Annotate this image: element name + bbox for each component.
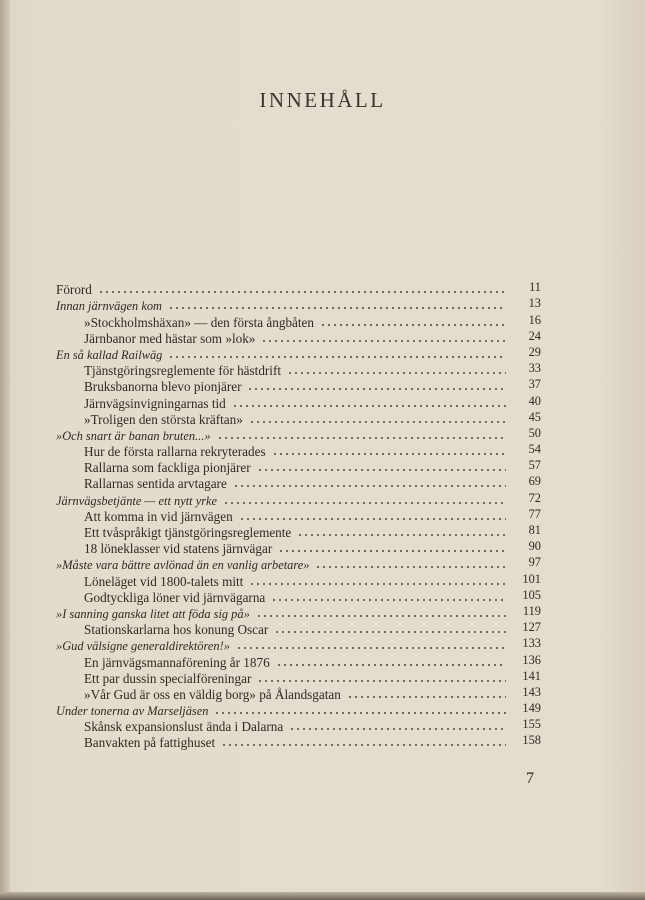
toc-entry-page-number: 149 [522,701,541,716]
toc-entry-title: Löneläget vid 1800-talets mitt [84,573,244,589]
toc-entry-title: En järnvägsmannaförening år 1876 [84,654,270,670]
toc-entry-page-number: 119 [522,603,541,618]
toc-entry-title: »Måste vara bättre avlönad än en vanlig arbetare» [56,558,310,573]
toc-entry-title: »Troligen den största kräftan» [84,411,243,427]
toc-entry-page-number: 40 [528,393,541,408]
dot-leader [347,695,506,699]
dot-leader [278,549,506,553]
toc-entry-title: Järnvägsinvigningarnas tid [84,395,226,411]
toc-section-entry [56,314,541,330]
toc-entry-title: »I sanning ganska litet att föda sig på» [56,606,250,621]
dot-leader [249,420,506,424]
toc-entry-title: Under tonerna av Marseljäsen [56,704,209,719]
dot-leader [217,436,506,440]
dot-leader [289,727,506,731]
toc-entry-page-number: 57 [528,458,541,473]
toc-chapter-entry [56,298,541,314]
dot-leader [257,679,506,683]
toc-entry-title: Innan järnvägen kom [56,299,162,314]
toc-chapter-entry [56,557,541,573]
toc-entry-title: En så kallad Railwäg [56,347,163,362]
dot-leader [232,404,506,408]
dot-leader [276,663,506,667]
dot-leader [315,565,506,569]
dot-leader [274,630,506,634]
toc-section-entry [56,654,541,670]
toc-entry-page-number: 90 [528,539,541,554]
toc-entry-title: »Och snart är banan bruten...» [56,428,211,443]
toc-entry-page-number: 77 [528,506,541,521]
dot-leader [272,452,506,456]
toc-section-entry [56,476,541,492]
toc-entry-title: »Stockholmshäxan» — den första ångbåten [84,314,314,330]
toc-entry-page-number: 16 [528,312,541,327]
dot-leader [236,646,506,650]
toc-section-entry [56,363,541,379]
toc-entry-title: »Vår Gud är oss en väldig borg» på Ålandsgatan [84,686,341,702]
dot-leader [287,371,506,375]
dot-leader [214,711,506,715]
toc-section-entry [56,668,541,687]
toc-entry-title: Stationskarlarna hos konung Oscar [84,622,269,638]
toc-chapter-entry [56,703,541,719]
toc-entry-page-number: 133 [522,636,541,651]
toc-section-entry [56,735,541,751]
table-of-contents [56,282,541,751]
page-bottom-edge [0,892,645,900]
toc-chapter-entry [56,344,541,363]
dot-leader [247,387,506,391]
toc-entry-title: Att komma in vid järnvägen [84,508,233,524]
toc-entry-title: Rallarna som fackliga pionjärer [84,460,251,476]
dot-leader [261,339,506,343]
book-gutter [0,0,10,900]
toc-entry-page-number: 127 [522,620,541,635]
toc-section-entry [56,525,541,541]
toc-entry-page-number: 24 [528,328,541,343]
dot-leader [320,323,506,327]
toc-entry-page-number: 105 [522,587,541,602]
toc-entry-page-number: 101 [522,571,541,586]
toc-section-entry [56,444,541,460]
toc-chapter-entry [56,425,541,444]
toc-entry-page-number: 143 [522,684,541,699]
dot-leader [233,484,506,488]
toc-entry-title: 18 löneklasser vid statens järnvägar [84,541,273,557]
toc-section-entry [56,506,541,525]
toc-entry-title: Bruksbanorna blevo pionjärer [84,379,242,395]
toc-entry-title: Järnbanor med hästar som »lok» [84,330,256,346]
toc-section-entry [56,719,541,735]
toc-section-entry [56,395,541,411]
toc-entry-page-number: 37 [528,377,541,392]
toc-entry-page-number: 136 [522,652,541,667]
toc-entry-page-number: 155 [522,717,541,732]
dot-leader [256,614,506,618]
toc-entry-page-number: 141 [522,668,541,683]
toc-chapter-entry [56,492,541,508]
dot-leader [168,355,506,359]
dot-leader [257,468,506,472]
toc-section-entry [56,460,541,476]
toc-entry-page-number: 72 [528,490,541,505]
dot-leader [223,501,506,505]
toc-entry-title: Ett par dussin specialföreningar [84,670,252,686]
toc-section-entry [56,622,541,638]
toc-chapter-entry [56,282,541,298]
dot-leader [297,533,506,537]
toc-entry-page-number: 69 [528,474,541,489]
toc-entry-title: Godtyckliga löner vid järnvägarna [84,589,266,605]
toc-entry-title: Ett tvåspråkigt tjänstgöringsreglemente [84,525,292,540]
dot-leader [98,290,506,294]
dot-leader [168,306,506,310]
toc-chapter-entry [56,603,541,622]
page-title: INNEHÅLL [259,88,386,112]
toc-section-entry [56,379,541,395]
toc-entry-page-number: 50 [528,425,541,440]
toc-entry-title: Tjänstgöringsreglemente för hästdrift [84,363,282,379]
toc-entry-page-number: 81 [528,523,541,537]
dot-leader [249,582,506,586]
toc-entry-page-number: 158 [522,733,541,748]
toc-section-entry [56,541,541,557]
toc-entry-title: Järnvägsbetjänte — ett nytt yrke [56,493,218,508]
toc-section-entry [56,587,541,606]
dot-leader [271,598,506,602]
toc-entry-page-number: 29 [528,344,541,359]
toc-entry-page-number: 45 [528,409,541,424]
dot-leader [221,743,506,747]
toc-entry-title: Skånsk expansionslust ända i Dalarna [84,719,284,735]
toc-section-entry [56,328,541,347]
toc-section-entry [56,573,541,589]
toc-entry-title: Förord [56,282,92,298]
toc-entry-page-number: 33 [528,361,541,376]
page-number: 7 [526,770,534,787]
toc-entry-title: Rallarnas sentida arvtagare [84,476,227,492]
toc-entry-page-number: 54 [528,442,541,457]
toc-section-entry [56,684,541,703]
toc-entry-title: »Gud välsigne generaldirektören!» [56,639,230,654]
toc-entry-title: Banvakten på fattighuset [84,735,216,751]
toc-entry-page-number: 13 [528,296,541,311]
toc-entry-title: Hur de första rallarna rekryterades [84,444,266,460]
toc-entry-page-number: 97 [528,555,541,570]
toc-section-entry [56,409,541,428]
dot-leader [239,517,506,521]
toc-chapter-entry [56,638,541,654]
toc-entry-page-number: 11 [529,280,541,295]
